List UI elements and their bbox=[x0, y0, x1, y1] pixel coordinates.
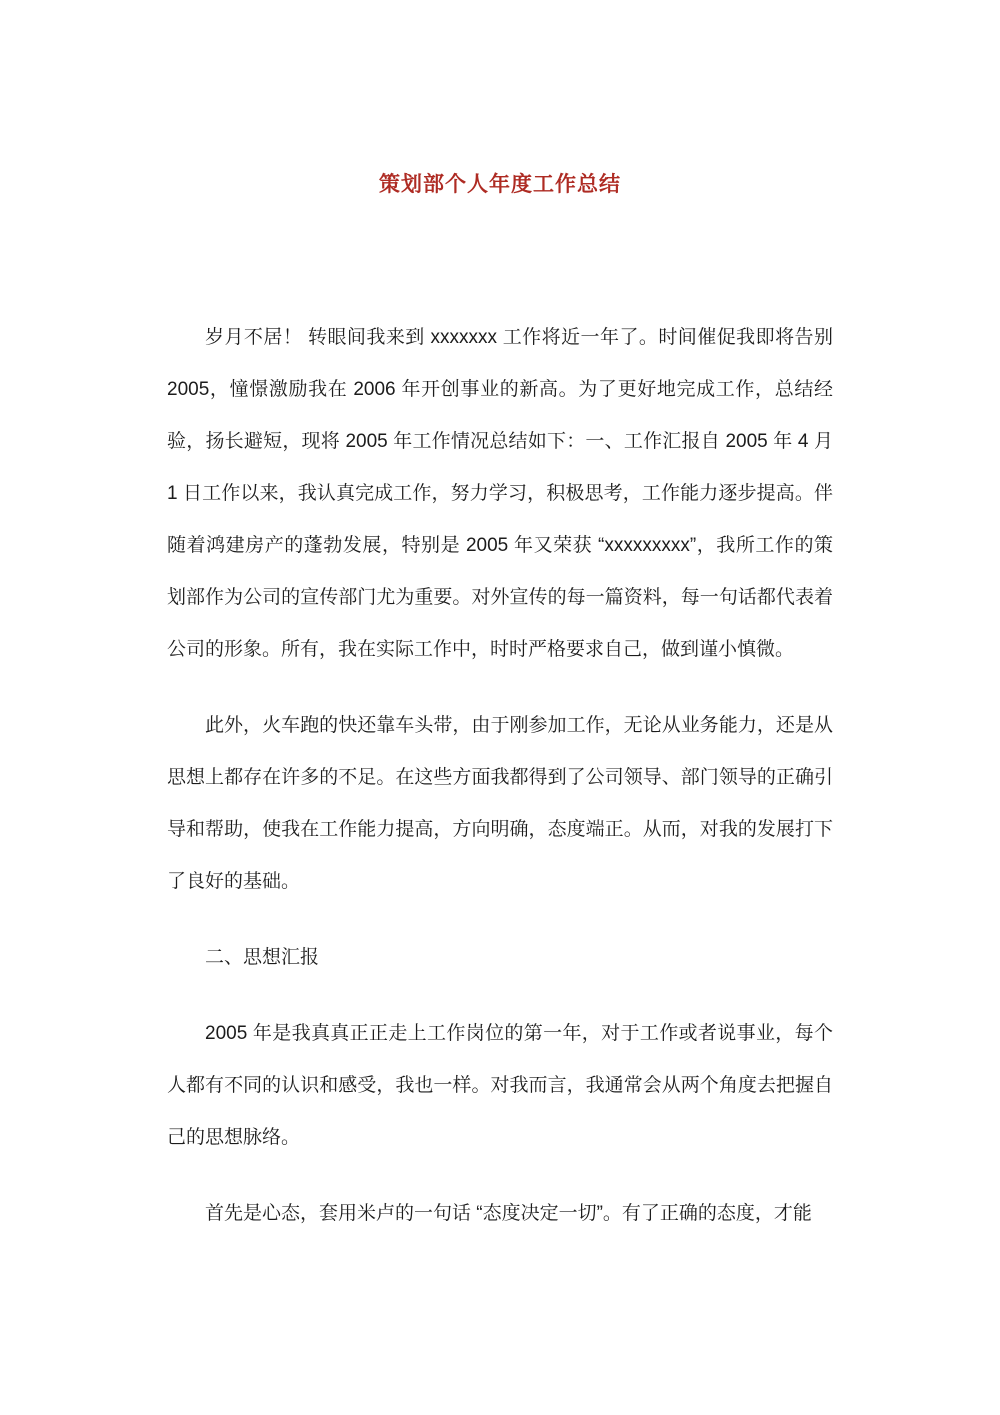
paragraph: 此外，火车跑的快还靠车头带，由于刚参加工作，无论从业务能力，还是从思想上都存在许多的不足。在这些方面我都得到了公司领导、部门领导的正确引导和帮助，使我在工作能力提高，方向明确，态度端正。从而，对我的发展打下了良好的基础。 bbox=[167, 715, 833, 892]
document-title: 策划部个人年度工作总结 bbox=[379, 173, 621, 196]
paragraph: 二、思想汇报 bbox=[205, 947, 320, 968]
paragraph: 岁月不居！ 转眼间我来到 xxxxxxx 工作将近一年了。时间催促我即将告别 2005，憧憬激励我在 2006 年开创事业的新高。为了更好地完成工作，总结经验，扬长避短，现将 2005 年工作情况总结如下：一、工作汇报自 2005 年 4 月 1 日工作以来，我认真完成工作，努力学习，积极思考，工作能力逐步提高。伴随着鸿建房产的蓬勃发展，特别是 2005 年又荣获 “xxxxxxxxx”，我所工作的策划部作为公司的宣传部门尤为重要。对外宣传的每一篇资料，每一句话都代表着公司的形象。所有，我在实际工作中，时时严格要求自己，做到谨小慎微。 bbox=[167, 327, 833, 660]
paragraph: 2005 年是我真真正正走上工作岗位的第一年，对于工作或者说事业，每个人都有不同的认识和感受，我也一样。对我而言，我通常会从两个角度去把握自己的思想脉络。 bbox=[167, 1023, 833, 1148]
document-body bbox=[167, 312, 833, 1240]
paragraph: 首先是心态，套用米卢的一句话 “态度决定一切”。有了正确的态度，才能 bbox=[205, 1203, 812, 1224]
document-page bbox=[167, 0, 833, 1240]
